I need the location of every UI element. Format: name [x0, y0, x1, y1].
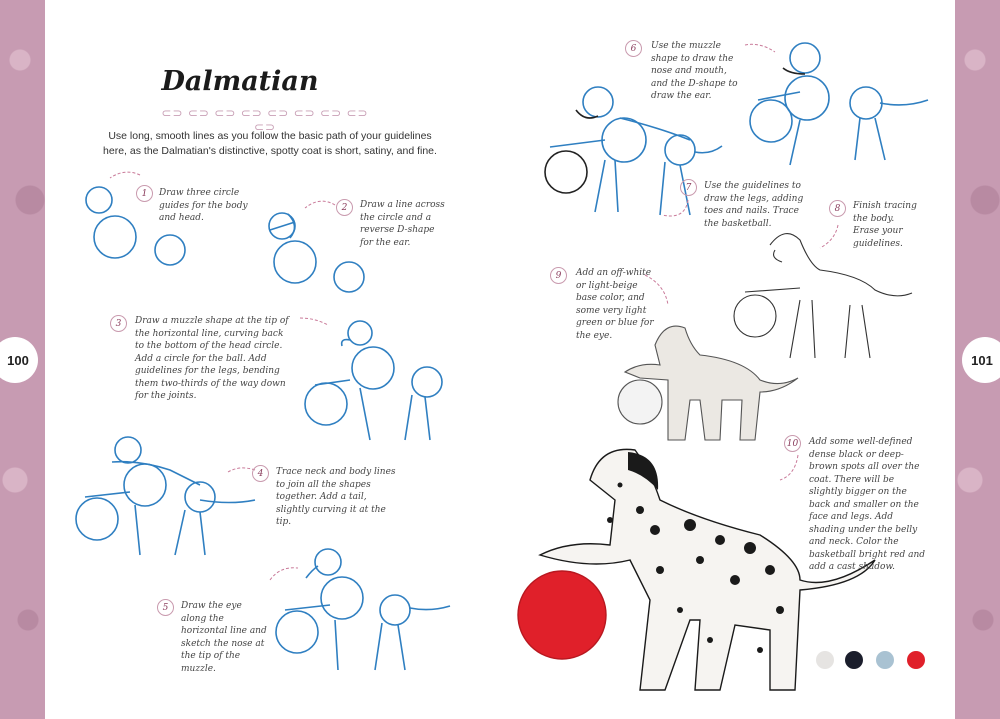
intro-text: Use long, smooth lines as you follow the basic path of your guidelines here, as the Dalmatian's distinctive, spotty coat is short, satiny, and fine. — [103, 130, 437, 157]
step-6-text: Use the muzzle shape to draw the nose and mouth, and the D-shape to draw the ear. — [651, 41, 738, 101]
step-5-text: Draw the eye along the horizontal line and sketch the nose at the tip of the muzzle. — [181, 601, 267, 674]
bone-divider: ⊂⊃ ⊂⊃ ⊂⊃ ⊂⊃ ⊂⊃ ⊂⊃ ⊂⊃ ⊂⊃ ⊂⊃ — [161, 106, 369, 134]
step-number-8: 8 — [829, 200, 846, 217]
step8-sketch — [734, 234, 912, 358]
step2-sketch — [269, 213, 364, 292]
step-number-7: 7 — [680, 179, 697, 196]
step-arrows — [110, 44, 838, 580]
step-1-text: Draw three circle guides for the body and head. — [159, 188, 248, 223]
step-number-5: 5 — [157, 599, 174, 616]
step5-sketch — [276, 549, 450, 670]
step3-sketch — [305, 321, 442, 440]
page-title: Dalmatian — [161, 66, 319, 97]
step-3-text: Draw a muzzle shape at the tip of the horizontal line, curving back to the bottom of the head circle. Add a circle for the ball. Add guidelines for the legs, bending them two-thirds of the way down for the joints. — [135, 316, 289, 401]
step-number-6: 6 — [625, 40, 642, 57]
step9-illustration — [618, 326, 798, 440]
swatch-off-white — [816, 651, 834, 669]
step-number-10: 10 — [784, 435, 801, 452]
swatch-black — [845, 651, 863, 669]
step-9-text: Add an off-white or light-beige base color, and some very light green or blue for the eye. — [576, 268, 654, 341]
step-number-1: 1 — [136, 185, 153, 202]
step-number-4: 4 — [252, 465, 269, 482]
page-number-right: 101 — [962, 337, 1000, 383]
step-number-9: 9 — [550, 267, 567, 284]
step-2-text: Draw a line across the circle and a reverse D-shape for the ear. — [360, 200, 445, 248]
step-8-text: Finish tracing the body. Erase your guidelines. — [853, 201, 917, 249]
step-number-2: 2 — [336, 199, 353, 216]
swatch-light-blue — [876, 651, 894, 669]
page-number-left: 100 — [0, 337, 38, 383]
step7-sketch — [545, 87, 722, 215]
step4-sketch — [76, 437, 255, 555]
step-10-text: Add some well-defined dense black or deep-brown spots all over the coat. There will be slightly bigger on the back and smaller on the face and legs. Add shading under the belly and neck. Color the basketball bright red and add a cast shadow. — [809, 437, 926, 572]
step6-sketch — [750, 43, 928, 165]
step-7-text: Use the guidelines to draw the legs, adding toes and nails. Trace the basketball. — [704, 181, 804, 229]
step-4-text: Trace neck and body lines to join all the shapes together. Add a tail, slightly curving it at the tip. — [276, 467, 396, 527]
step-number-3: 3 — [110, 315, 127, 332]
swatch-red — [907, 651, 925, 669]
